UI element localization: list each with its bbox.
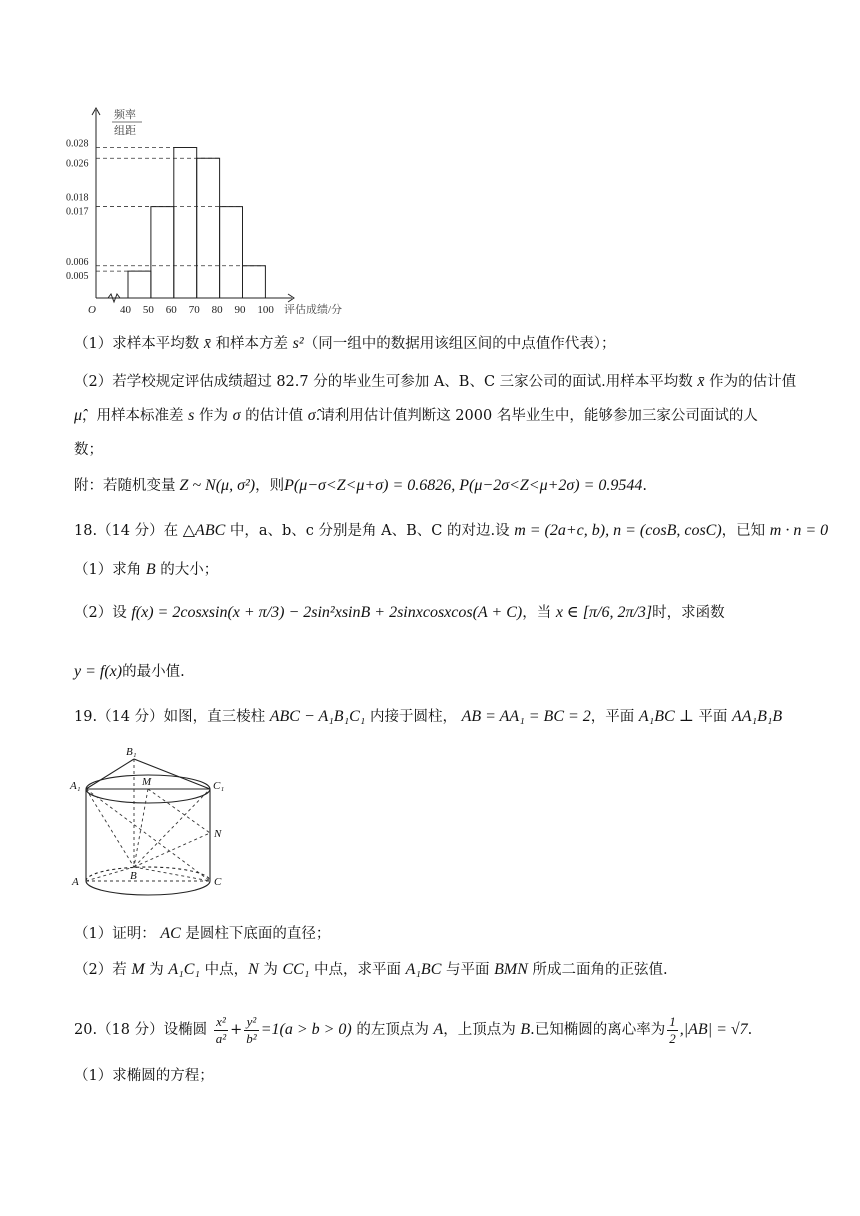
x-axis-label: 评估成绩/分 [284,304,343,314]
y-tick-label: 0.017 [66,206,89,218]
q17-appendix: 附：若随机变量 Z ~ N(μ, σ²)，则P(μ−σ<Z<μ+σ) = 0.6826, P(μ−2σ<Z<μ+2σ) = 0.9544. [74,477,648,494]
label-b1: B₁ [126,746,137,758]
x-tick-label: 90 [234,304,246,314]
s-squared-symbol: s² [292,335,304,352]
label-c: C [214,876,222,888]
label-b: B [130,870,137,882]
q18-part2-end: y = f(x)的最小值. [74,663,185,680]
y-tick-label: 0.006 [66,256,89,268]
q17-part1: （1）求样本平均数 x̄ 和样本方差 s²（同一组中的数据用该组区间的中点值作代表）； [74,335,616,352]
q19-head: 19.（14 分）如图，直三棱柱 ABC − A₁B₁C₁ 内接于圆柱， AB = AA₁ = BC = 2，平面 A₁BC ⊥ 平面 AA₁B₁B [74,708,783,725]
x-tick-label: 50 [142,304,154,314]
q18-part1: （1）求角 B 的大小； [74,561,219,578]
x-tick-label: 60 [165,304,177,314]
histogram-bar [220,207,243,298]
y-tick-label: 0.005 [66,271,89,283]
histogram-bar [174,148,197,299]
label-m: M [142,776,152,788]
label-a: A [72,876,79,888]
label-c1: C₁ [213,780,225,792]
label-a1: A₁ [70,780,81,792]
q19-part2: （2）若 M 为 A₁C₁ 中点，N 为 CC₁ 中点，求平面 A₁BC 与平面 BMN 所成二面角的正弦值. [74,961,668,978]
x-tick-label: 80 [211,304,223,314]
x-tick-label: 70 [188,304,200,314]
q18-part2: （2）设 f(x) = 2cosxsin(x + π/3) − 2sin²xsinB + 2sinxcosxcos(A + C)，当 x ∈ [π/6, 2π/3]时，求函数 [74,604,725,621]
histogram-bar [128,271,151,298]
cylinder-prism-figure [64,745,234,905]
y-axis-label-bottom: 组距 [114,125,136,137]
histogram-bar [243,266,266,298]
histogram-bar [151,207,174,298]
q20-head: 20.（18 分）设椭圆 $\frac{\text{x²}}{\text{a²}}$ + $\frac{\text{y²}}{\text{b²}}$ =1(a > b > 0) 的左顶点为 A，上顶点为 B.已知椭圆的离心率为 $\frac{1}{2}$ ,|AB| = √7. [74,1013,753,1046]
q17-part2: （2）若学校规定评估成绩超过 82.7 分的毕业生可参加 A、B、C 三家公司的面试.用样本平均数 x̄ 作为的估计值 [74,373,797,390]
frequency-histogram [62,104,362,314]
q17-part2-cont: μ̂，用样本标准差 s 作为 σ 的估计值 σ̂.请利用估计值判断这 2000 名毕业生中，能够参加三家公司面试的人 [74,407,758,424]
x-tick-label: 40 [120,304,131,314]
origin-label: O [88,304,96,314]
histogram-bar [197,158,220,298]
q18-head: 18.（14 分）在 △ABC 中，a、b、c 分别是角 A、B、C 的对边.设 m = (2a+c, b), n = (cosB, cosC)，已知 m · n = 0 [74,522,829,539]
y-tick-label: 0.018 [66,192,89,204]
y-tick-label: 0.026 [66,158,89,170]
q20-part1: （1）求椭圆的方程； [74,1068,214,1084]
x-bar-symbol: x̄ [203,335,211,352]
y-axis-label-top: 频率 [114,109,136,121]
label-n: N [214,828,222,840]
q17-part2-end: 数； [74,442,103,458]
x-tick-label: 100 [257,304,274,314]
y-tick-label: 0.028 [66,138,89,150]
q19-part1: （1）证明： AC 是圆柱下底面的直径； [74,925,331,942]
